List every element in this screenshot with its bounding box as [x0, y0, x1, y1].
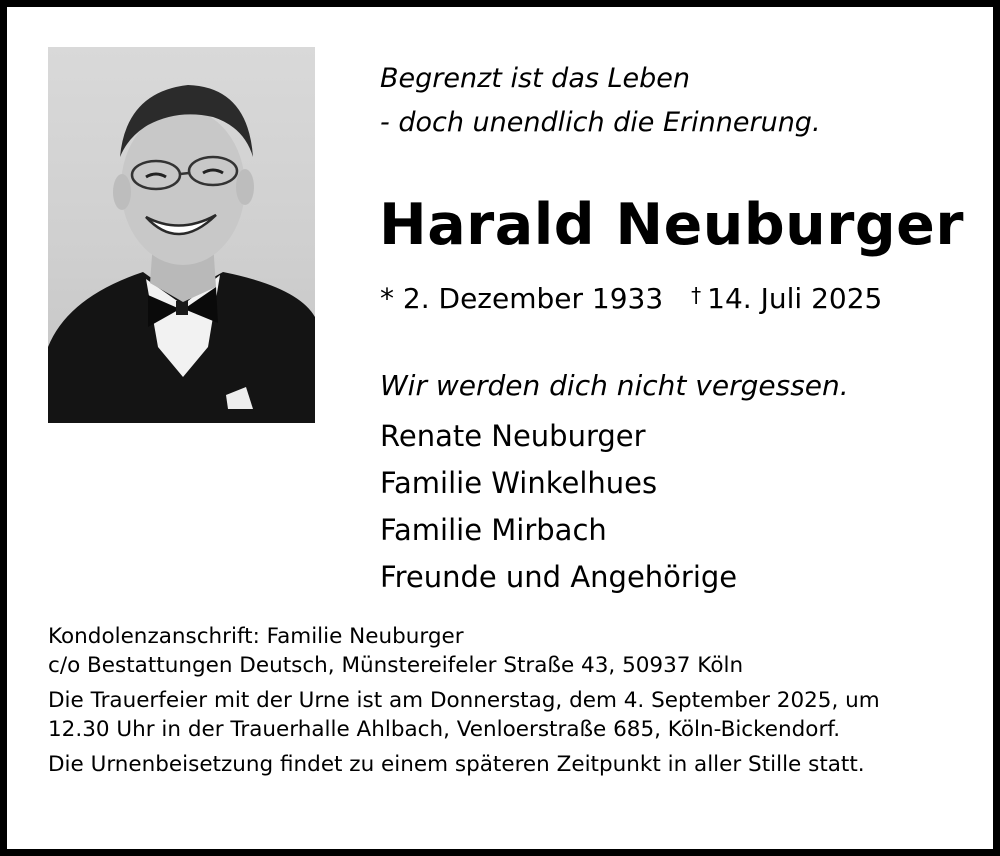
funeral-info	[48, 622, 880, 779]
ceremony-line-1: Die Trauerfeier mit der Urne ist am Donnerstag, dem 4. September 2025, um	[48, 688, 880, 713]
mourner-item: Familie Mirbach	[380, 513, 607, 547]
life-dates	[380, 279, 882, 321]
portrait-illustration	[48, 47, 315, 423]
mourner-item: Familie Winkelhues	[380, 466, 658, 500]
condolence-address-line-2: c/o Bestattungen Deutsch, Münstereifeler Straße 43, 50937 Köln	[48, 653, 744, 678]
quote-line-2: - doch unendlich die Erinnerung.	[380, 107, 821, 138]
burial-note: Die Urnenbeisetzung findet zu einem späteren Zeitpunkt in aller Stille statt.	[48, 752, 865, 777]
mourner-item: Freunde und Angehörige	[380, 560, 738, 594]
condolence-address-line-1: Kondolenzanschrift: Familie Neuburger	[48, 624, 464, 649]
mourners-list	[380, 413, 737, 601]
farewell-line: Wir werden dich nicht vergessen.	[380, 369, 849, 402]
death-date: 14. Juli 2025	[707, 282, 883, 315]
mourner-item: Renate Neuburger	[380, 419, 646, 453]
ceremony-line-2: 12.30 Uhr in der Trauerhalle Ahlbach, Venloerstraße 685, Köln-Bickendorf.	[48, 717, 841, 742]
portrait-photo	[48, 47, 315, 423]
quote-line-1: Begrenzt ist das Leben	[380, 63, 691, 94]
memorial-quote	[380, 57, 821, 145]
deceased-name: Harald Neuburger	[379, 192, 964, 258]
birth-date: * 2. Dezember 1933	[380, 282, 664, 315]
dagger-icon: †	[691, 283, 702, 307]
